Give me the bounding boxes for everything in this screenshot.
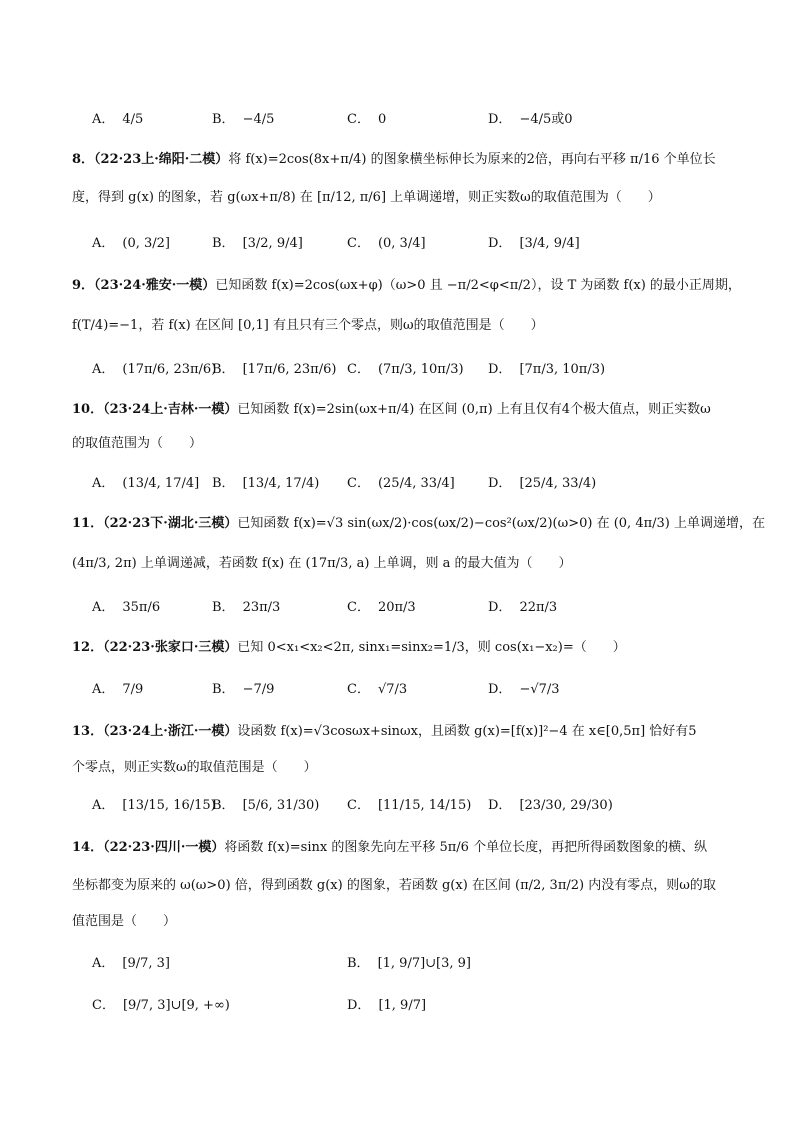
q11-option-a: A． 35π/6 xyxy=(92,600,161,615)
q11-option-b: B． 23π/3 xyxy=(212,600,281,615)
q10-option-a: A． (13/4, 17/4] xyxy=(92,476,200,491)
q14-option-b: B． [1, 9/7]∪[3, 9] xyxy=(347,956,472,971)
q10-source: （23·24上·吉林·一模） xyxy=(103,402,238,417)
q12-source: （22·23·张家口·三模） xyxy=(103,640,238,655)
q14-source: （22·23·四川·一模） xyxy=(103,840,225,855)
q12-option-c: C． √7/3 xyxy=(347,682,408,697)
q8-option-d: D． [3/4, 9/4] xyxy=(488,236,580,251)
q8-number: 8． xyxy=(72,152,95,167)
q9-number: 9． xyxy=(72,278,95,293)
q10-option-b: B． [13/4, 17/4) xyxy=(212,476,320,491)
q11-stem-line2: (4π/3, 2π) 上单调递减，若函数 f(x) 在 (17π/3, a) 上单调，则 a 的最大值为（ ） xyxy=(72,556,572,571)
q11-source: （22·23下·湖北·三模） xyxy=(103,516,238,531)
q10-number: 10． xyxy=(72,402,104,417)
q14-stem-line3: 值范围是（ ） xyxy=(72,914,177,929)
q12-option-b: B． −7/9 xyxy=(212,682,275,697)
q14-option-a: A． [9/7, 3] xyxy=(92,956,170,971)
q14-number: 14． xyxy=(72,840,104,855)
q10-option-c: C． (25/4, 33/4] xyxy=(347,476,455,491)
q10-stem-line1: 10．（23·24上·吉林·一模）已知函数 f(x)=2sin(ωx+π/4) 在区间 (0,π) 上有且仅有4个极大值点，则正实数ω xyxy=(72,402,711,417)
q9-option-b: B． [17π/6, 23π/6) xyxy=(212,362,337,377)
q8-option-c: C． (0, 3/4] xyxy=(347,236,426,251)
q12-stem-line1: 12．（22·23·张家口·三模）已知 0<x₁<x₂<2π, sinx₁=sinx₂=1/3，则 cos(x₁−x₂)=（ ） xyxy=(72,640,626,655)
q11-stem-line1: 11．（22·23下·湖北·三模）已知函数 f(x)=√3 sin(ωx/2)·cos(ωx/2)−cos²(ωx/2)(ω>0) 在 (0, 4π/3) 上单调递增，在 xyxy=(72,516,765,531)
q9-option-c: C． (7π/3, 10π/3) xyxy=(347,362,464,377)
q11-option-d: D． 22π/3 xyxy=(488,600,558,615)
q13-number: 13． xyxy=(72,724,104,739)
q10-stem-line2: 的取值范围为（ ） xyxy=(72,436,203,451)
q13-option-d: D． [23/30, 29/30) xyxy=(488,798,613,813)
q14-stem-line1: 14．（22·23·四川·一模）将函数 f(x)=sinx 的图象先向左平移 5π/6 个单位长度，再把所得函数图象的横、纵 xyxy=(72,840,708,855)
q11-number: 11． xyxy=(72,516,104,531)
q7-option-a: A． 4/5 xyxy=(92,112,144,127)
q8-stem-line1: 8．（22·23上·绵阳·二模）将 f(x)=2cos(8x+π/4) 的图象横坐标伸长为原来的2倍，再向右平移 π/16 个单位长 xyxy=(72,152,716,167)
q13-option-a: A． [13/15, 16/15) xyxy=(92,798,216,813)
q13-stem-line2: 个零点，则正实数ω的取值范围是（ ） xyxy=(72,760,317,775)
q11-option-c: C． 20π/3 xyxy=(347,600,416,615)
q13-stem-line1: 13．（23·24上·浙江·一模）设函数 f(x)=√3cosωx+sinωx，且函数 g(x)=[f(x)]²−4 在 x∈[0,5π] 恰好有5 xyxy=(72,724,697,739)
q14-option-d: D． [1, 9/7] xyxy=(347,998,427,1013)
q14-option-c: C． [9/7, 3]∪[9, +∞) xyxy=(92,998,230,1013)
q12-number: 12． xyxy=(72,640,104,655)
q14-stem-line2: 坐标都变为原来的 ω(ω>0) 倍，得到函数 g(x) 的图象，若函数 g(x) 在区间 (π/2, 3π/2) 内没有零点，则ω的取 xyxy=(72,878,716,893)
q7-option-b: B． −4/5 xyxy=(212,112,275,127)
q13-source: （23·24上·浙江·一模） xyxy=(103,724,238,739)
q8-option-b: B． [3/2, 9/4] xyxy=(212,236,303,251)
q8-option-a: A． (0, 3/2] xyxy=(92,236,170,251)
q8-source: （22·23上·绵阳·二模） xyxy=(94,152,229,167)
q8-stem-line2: 度，得到 g(x) 的图象，若 g(ωx+π/8) 在 [π/12, π/6] 上单调递增，则正实数ω的取值范围为（ ） xyxy=(72,190,661,205)
q10-option-d: D． [25/4, 33/4) xyxy=(488,476,597,491)
q12-option-a: A． 7/9 xyxy=(92,682,144,697)
q9-option-d: D． [7π/3, 10π/3) xyxy=(488,362,606,377)
q9-source: （23·24·雅安·一模） xyxy=(94,278,216,293)
q7-option-c: C． 0 xyxy=(347,112,387,127)
q12-option-d: D． −√7/3 xyxy=(488,682,560,697)
q13-option-b: B． [5/6, 31/30) xyxy=(212,798,320,813)
q9-stem-line2: f(T/4)=−1，若 f(x) 在区间 [0,1] 有且只有三个零点，则ω的取值范围是（ ） xyxy=(72,318,544,333)
q7-option-d: D． −4/5或0 xyxy=(488,112,573,127)
q13-option-c: C． [11/15, 14/15) xyxy=(347,798,472,813)
q9-option-a: A． (17π/6, 23π/6) xyxy=(92,362,217,377)
q9-stem-line1: 9．（23·24·雅安·一模）已知函数 f(x)=2cos(ωx+φ)（ω>0 且 −π/2<φ<π/2），设 T 为函数 f(x) 的最小正周期， xyxy=(72,278,741,293)
